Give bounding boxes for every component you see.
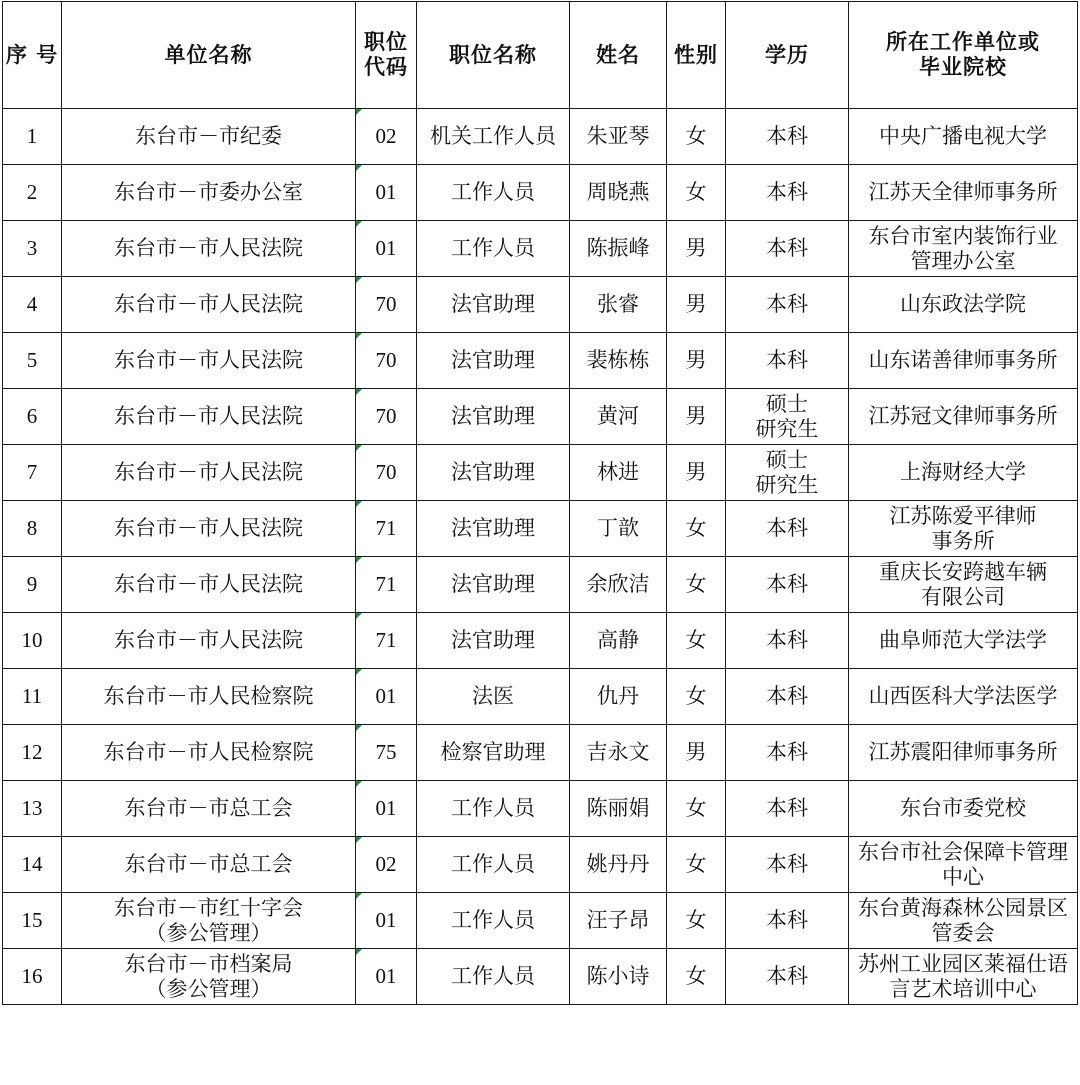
cell-name: 陈小诗	[570, 949, 667, 1005]
table-row	[3, 277, 1078, 333]
table-row	[3, 221, 1078, 277]
cell-code: 02	[356, 837, 417, 893]
cell-code: 71	[356, 557, 417, 613]
cell-unit: 东台市－市人民法院	[62, 613, 356, 669]
cell-position: 工作人员	[417, 781, 570, 837]
cell-education: 本科	[726, 725, 849, 781]
cell-gender: 女	[667, 165, 726, 221]
cell-gender: 女	[667, 781, 726, 837]
cell-gender: 女	[667, 949, 726, 1005]
cell-position: 工作人员	[417, 221, 570, 277]
table-row	[3, 501, 1078, 557]
cell-name: 林进	[570, 445, 667, 501]
table-row	[3, 165, 1078, 221]
table-body	[3, 109, 1078, 1005]
cell-seq: 16	[3, 949, 62, 1005]
cell-gender: 女	[667, 837, 726, 893]
cell-position: 法官助理	[417, 501, 570, 557]
cell-name: 黄河	[570, 389, 667, 445]
cell-unit: 东台市－市红十字会 （参公管理）	[62, 893, 356, 949]
cell-position: 工作人员	[417, 165, 570, 221]
cell-seq: 14	[3, 837, 62, 893]
header-row	[3, 2, 1078, 109]
cell-education: 本科	[726, 613, 849, 669]
cell-name: 姚丹丹	[570, 837, 667, 893]
cell-education: 本科	[726, 277, 849, 333]
cell-name: 高静	[570, 613, 667, 669]
cell-position: 法官助理	[417, 277, 570, 333]
table-row	[3, 837, 1078, 893]
table-row	[3, 333, 1078, 389]
header-code: 职位 代码	[356, 2, 417, 109]
cell-seq: 7	[3, 445, 62, 501]
cell-seq: 2	[3, 165, 62, 221]
header-gender: 性别	[667, 2, 726, 109]
cell-gender: 女	[667, 557, 726, 613]
cell-seq: 12	[3, 725, 62, 781]
cell-seq: 3	[3, 221, 62, 277]
cell-gender: 女	[667, 613, 726, 669]
cell-unit: 东台市－市人民法院	[62, 333, 356, 389]
cell-school: 东台市社会保障卡管理 中心	[849, 837, 1078, 893]
cell-position: 法官助理	[417, 557, 570, 613]
cell-school: 东台黄海森林公园景区 管委会	[849, 893, 1078, 949]
cell-unit: 东台市－市人民检察院	[62, 725, 356, 781]
cell-gender: 男	[667, 277, 726, 333]
cell-code: 01	[356, 949, 417, 1005]
header-seq: 序 号	[3, 2, 62, 109]
cell-code: 70	[356, 333, 417, 389]
cell-gender: 女	[667, 669, 726, 725]
cell-code: 71	[356, 613, 417, 669]
cell-education: 本科	[726, 669, 849, 725]
cell-unit: 东台市－市人民法院	[62, 221, 356, 277]
cell-school: 山西医科大学法医学	[849, 669, 1078, 725]
cell-education: 本科	[726, 109, 849, 165]
cell-unit: 东台市－市委办公室	[62, 165, 356, 221]
header-school: 所在工作单位或 毕业院校	[849, 2, 1078, 109]
cell-unit: 东台市－市人民法院	[62, 501, 356, 557]
cell-name: 张睿	[570, 277, 667, 333]
cell-school: 江苏陈爱平律师 事务所	[849, 501, 1078, 557]
cell-unit: 东台市－市人民检察院	[62, 669, 356, 725]
table-row	[3, 725, 1078, 781]
cell-code: 01	[356, 221, 417, 277]
cell-name: 朱亚琴	[570, 109, 667, 165]
cell-unit: 东台市－市总工会	[62, 781, 356, 837]
cell-school: 江苏天全律师事务所	[849, 165, 1078, 221]
header-unit: 单位名称	[62, 2, 356, 109]
cell-position: 法医	[417, 669, 570, 725]
cell-unit: 东台市－市纪委	[62, 109, 356, 165]
cell-code: 02	[356, 109, 417, 165]
cell-unit: 东台市－市人民法院	[62, 557, 356, 613]
cell-school: 东台市室内装饰行业 管理办公室	[849, 221, 1078, 277]
cell-education: 本科	[726, 221, 849, 277]
cell-gender: 男	[667, 445, 726, 501]
cell-gender: 男	[667, 333, 726, 389]
cell-school: 江苏冠文律师事务所	[849, 389, 1078, 445]
cell-school: 江苏震阳律师事务所	[849, 725, 1078, 781]
cell-seq: 15	[3, 893, 62, 949]
cell-unit: 东台市－市总工会	[62, 837, 356, 893]
cell-code: 01	[356, 893, 417, 949]
cell-education: 本科	[726, 949, 849, 1005]
cell-unit: 东台市－市档案局 （参公管理）	[62, 949, 356, 1005]
table-row	[3, 893, 1078, 949]
cell-code: 70	[356, 445, 417, 501]
cell-school: 中央广播电视大学	[849, 109, 1078, 165]
cell-name: 陈丽娟	[570, 781, 667, 837]
cell-name: 仇丹	[570, 669, 667, 725]
cell-gender: 男	[667, 725, 726, 781]
header-position: 职位名称	[417, 2, 570, 109]
personnel-table	[2, 1, 1078, 1005]
cell-education: 本科	[726, 837, 849, 893]
cell-position: 法官助理	[417, 445, 570, 501]
cell-name: 余欣洁	[570, 557, 667, 613]
cell-education: 本科	[726, 781, 849, 837]
cell-education: 本科	[726, 501, 849, 557]
cell-code: 01	[356, 781, 417, 837]
cell-seq: 11	[3, 669, 62, 725]
cell-unit: 东台市－市人民法院	[62, 277, 356, 333]
table-row	[3, 109, 1078, 165]
cell-school: 山东诺善律师事务所	[849, 333, 1078, 389]
cell-code: 70	[356, 389, 417, 445]
cell-gender: 女	[667, 893, 726, 949]
cell-code: 70	[356, 277, 417, 333]
cell-gender: 男	[667, 221, 726, 277]
cell-code: 75	[356, 725, 417, 781]
cell-education: 本科	[726, 557, 849, 613]
cell-school: 曲阜师范大学法学	[849, 613, 1078, 669]
cell-seq: 10	[3, 613, 62, 669]
cell-position: 工作人员	[417, 949, 570, 1005]
cell-name: 裴栋栋	[570, 333, 667, 389]
cell-seq: 4	[3, 277, 62, 333]
cell-position: 法官助理	[417, 333, 570, 389]
cell-position: 法官助理	[417, 613, 570, 669]
cell-gender: 女	[667, 109, 726, 165]
cell-position: 检察官助理	[417, 725, 570, 781]
cell-seq: 6	[3, 389, 62, 445]
cell-seq: 1	[3, 109, 62, 165]
cell-education: 本科	[726, 165, 849, 221]
cell-name: 陈振峰	[570, 221, 667, 277]
cell-seq: 5	[3, 333, 62, 389]
table-row	[3, 557, 1078, 613]
cell-gender: 男	[667, 389, 726, 445]
cell-position: 工作人员	[417, 893, 570, 949]
table-row	[3, 949, 1078, 1005]
cell-unit: 东台市－市人民法院	[62, 445, 356, 501]
cell-seq: 8	[3, 501, 62, 557]
table-row	[3, 669, 1078, 725]
cell-code: 01	[356, 165, 417, 221]
table-row	[3, 781, 1078, 837]
cell-seq: 9	[3, 557, 62, 613]
cell-education: 本科	[726, 893, 849, 949]
cell-education: 本科	[726, 333, 849, 389]
cell-school: 山东政法学院	[849, 277, 1078, 333]
cell-school: 上海财经大学	[849, 445, 1078, 501]
cell-school: 重庆长安跨越车辆 有限公司	[849, 557, 1078, 613]
cell-code: 71	[356, 501, 417, 557]
table-row	[3, 613, 1078, 669]
header-education: 学历	[726, 2, 849, 109]
cell-school: 苏州工业园区莱福仕语 言艺术培训中心	[849, 949, 1078, 1005]
cell-school: 东台市委党校	[849, 781, 1078, 837]
cell-code: 01	[356, 669, 417, 725]
cell-name: 周晓燕	[570, 165, 667, 221]
table-row	[3, 389, 1078, 445]
cell-position: 机关工作人员	[417, 109, 570, 165]
cell-seq: 13	[3, 781, 62, 837]
cell-position: 法官助理	[417, 389, 570, 445]
cell-name: 吉永文	[570, 725, 667, 781]
cell-education: 硕士 研究生	[726, 389, 849, 445]
header-name: 姓名	[570, 2, 667, 109]
cell-education: 硕士 研究生	[726, 445, 849, 501]
cell-gender: 女	[667, 501, 726, 557]
cell-name: 汪子昂	[570, 893, 667, 949]
table-row	[3, 445, 1078, 501]
cell-position: 工作人员	[417, 837, 570, 893]
cell-name: 丁歆	[570, 501, 667, 557]
cell-unit: 东台市－市人民法院	[62, 389, 356, 445]
